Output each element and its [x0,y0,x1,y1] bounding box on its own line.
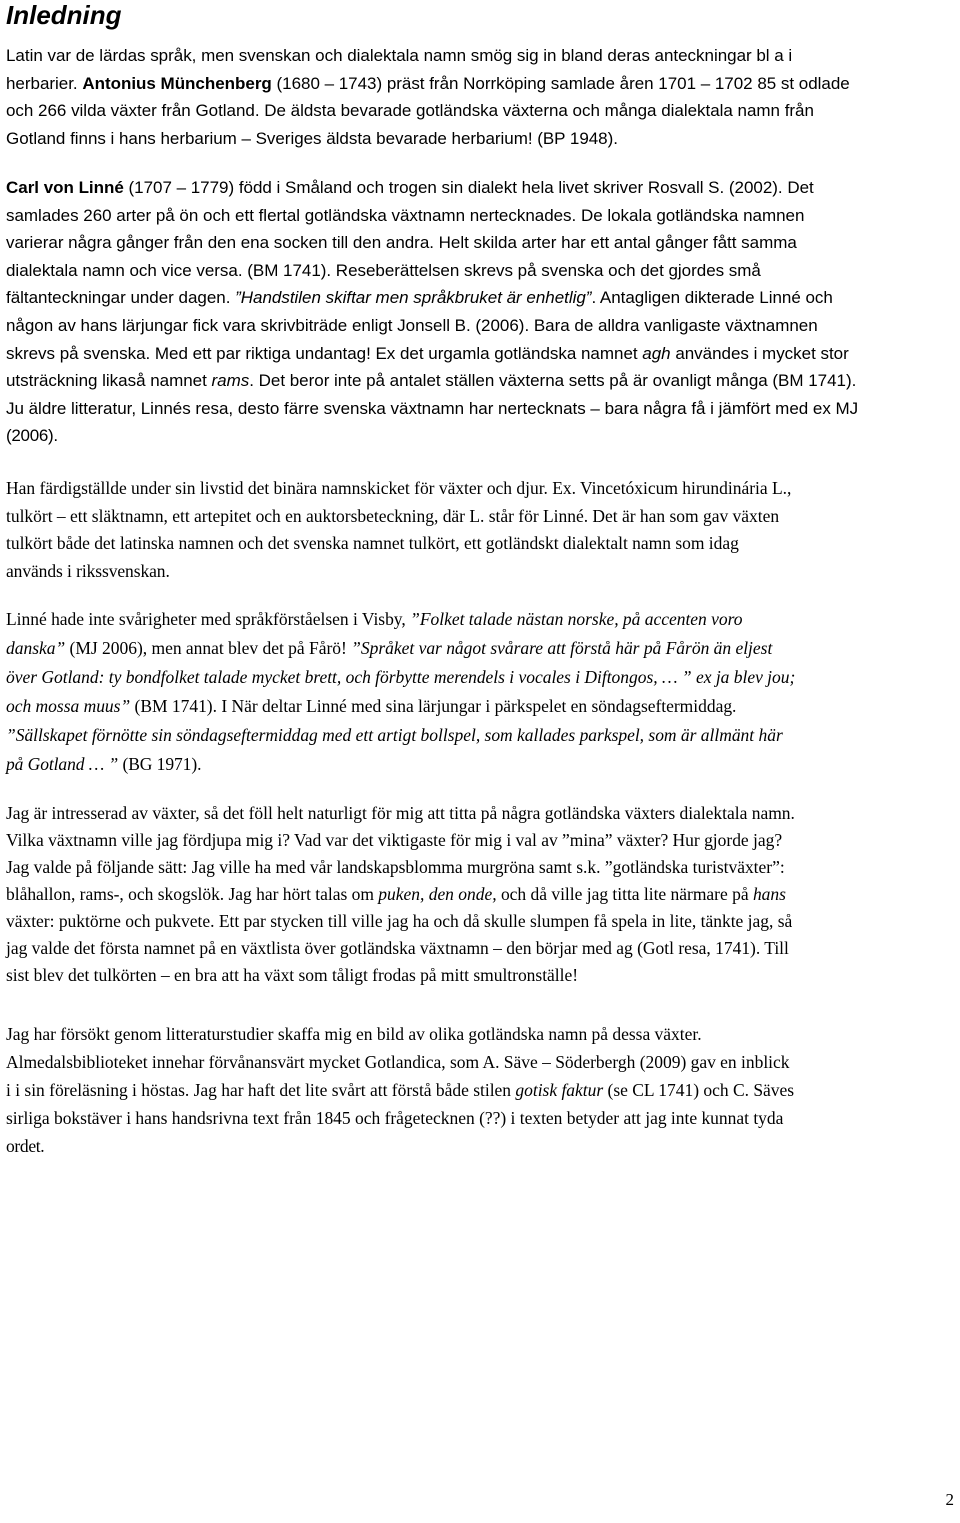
person-name: Antonius Münchenberg [82,73,272,93]
text-line: och 266 vilda växter från Gotland. De äldsta bevarade gotländska växterna och många dialektala namn från [6,101,814,121]
text-line: Jag har försökt genom litteraturstudier skaffa mig en bild av olika gotländska namn på dessa växter. [6,1024,702,1044]
text-line: ”Sällskapet förnötte sin söndagseftermiddag med ett artigt bollspel, som kallades parkspel, som är allmänt här [6,725,783,745]
text-line: herbarier. Antonius Münchenberg (1680 – 1743) präst från Norrköping samlade åren 1701 – 1702 85 st odlade [6,73,850,93]
text-line: Latin var de lärdas språk, men svenskan och dialektala namn smög sig in bland deras anteckningar bl a i [6,46,793,65]
paragraph-binomial [6,475,958,585]
text-line: samlades 260 arter på ön och ett flertal gotländska växtnamn nertecknades. De lokala gotländska namnen [6,205,805,225]
paragraph-linne [6,174,958,450]
text-line: sirliga bokstäver i hans handsrivna text från 1845 och frågetecknen (??) i texten betyder att jag inte kunnat tyda [6,1108,784,1128]
text-line: Linné hade inte svårigheter med språkförståelsen i Visby, ”Folket talade nästan norske, på accenten voro [6,609,743,629]
paragraph-literature [6,1020,958,1160]
text-line: dialektala namn och vice versa. (BM 1741). Reseberättelsen skrevs på svenska och det gjordes små [6,260,761,280]
text-line: Ju äldre litteratur, Linnés resa, desto färre svenska växtnamn har nertecknats – bara några få i jämfört med ex MJ [6,398,859,418]
text-line: sist blev det tulkörten – en bra att ha växt som tåligt frodas på mitt smultronställe! [6,965,579,985]
text-line: i i sin föreläsning i höstas. Jag har haft det lite svårt att förstå både stilen gotisk faktur (se CL 1741) och C. Säves [6,1080,795,1100]
text-line: växter: puktörne och pukvete. Ett par stycken till ville jag ha och då skulle slumpen få spela in lite, tänkte jag, så [6,911,793,931]
text-line: Jag valde på följande sätt: Jag ville ha med vår landskapsblomma murgröna samt s.k. ”gotländska turistväxter”: [6,857,785,877]
text-line: tulkört – ett släktnamn, ett artepitet och en auktorsbeteckning, där L. står för Linné. Det är han som gav växten [6,505,780,526]
paragraph-plant-choice [6,800,958,989]
text-line: utsträckning likaså namnet rams. Det beror inte på antalet ställen växterna setts på är ovanligt många (BM 1741). [6,371,857,391]
text-line: skrevs på svenska. Med ett par riktiga undantag! Ex det urgamla gotländska namnet agh användes i mycket stor [6,343,849,363]
person-name: Carl von Linné [6,178,124,197]
text-line: över Gotland: ty bondfolket talade mycket brett, och förbytte merendels i vocales i Diftongos, … ” ex ja blev jou; [6,667,796,687]
text-line: Jag är intresserad av växter, så det föll helt naturligt för mig att titta på några gotländska växters dialektala namn. [6,803,795,823]
text-line: fältanteckningar under dagen. ”Handstilen skiftar men språkbruket är enhetlig”. Antagligen dikterade Linné och [6,288,833,308]
text-line: någon av hans lärjungar fick vara skrivbiträde enligt Jonsell B. (2006). Bara de alldra vanligaste växtnamnen [6,315,818,335]
text-line: och mossa muus” (BM 1741). I När deltar Linné med sina lärjungar i pärkspelet en söndagseftermiddag. [6,696,737,716]
text-line: används i rikssvenskan. [6,560,170,581]
text-line: Carl von Linné (1707 – 1779) född i Småland och trogen sin dialekt hela livet skriver Rosvall S. (2002). Det [6,178,814,197]
text-line: Gotland finns i hans herbarium – Sveriges äldsta bevarade herbarium! (BP 1948). [6,128,618,148]
text-line: på Gotland … ” (BG 1971). [6,754,202,774]
text-line: Almedalsbiblioteket innehar förvånansvärt mycket Gotlandica, som A. Säve – Söderbergh (2009) gav en inblick [6,1052,790,1072]
text-line: Han färdigställde under sin livstid det binära namnskicket för växter och djur. Ex. Vincetóxicum hirundinária L., [6,478,792,498]
paragraph-visby-faro [6,605,958,779]
page-number: 2 [945,1490,954,1509]
text-line: varierar några gånger från den ena socken till den andra. Helt skilda arter har ett antal gånger fått samma [6,233,797,253]
text-line: (2006). [6,426,58,446]
paragraph-munchenberg [6,42,958,152]
text-line: Vilka växtnamn ville jag fördjupa mig i? Vad var det viktigaste för mig i val av ”mina” växter? Hur gjorde jag? [6,830,783,850]
text-line: danska” (MJ 2006), men annat blev det på Fårö! ”Språket var något svårare att förstå här på Fårön än eljest [6,638,773,658]
text-line: ordet. [6,1136,45,1156]
text-line: tulkört både det latinska namnen och det svenska namnet tulkört, ett gotländskt dialektalt namn som idag [6,533,739,553]
text-line: blåhallon, rams-, och skogslök. Jag har hört talas om puken, den onde, och då ville jag titta lite närmare på hans [6,884,786,904]
text-line: jag valde det första namnet på en växtlista över gotländska växtnamn – den börjar med ag (Gotl resa, 1741). Till [6,938,789,958]
section-heading: Inledning [6,0,122,30]
